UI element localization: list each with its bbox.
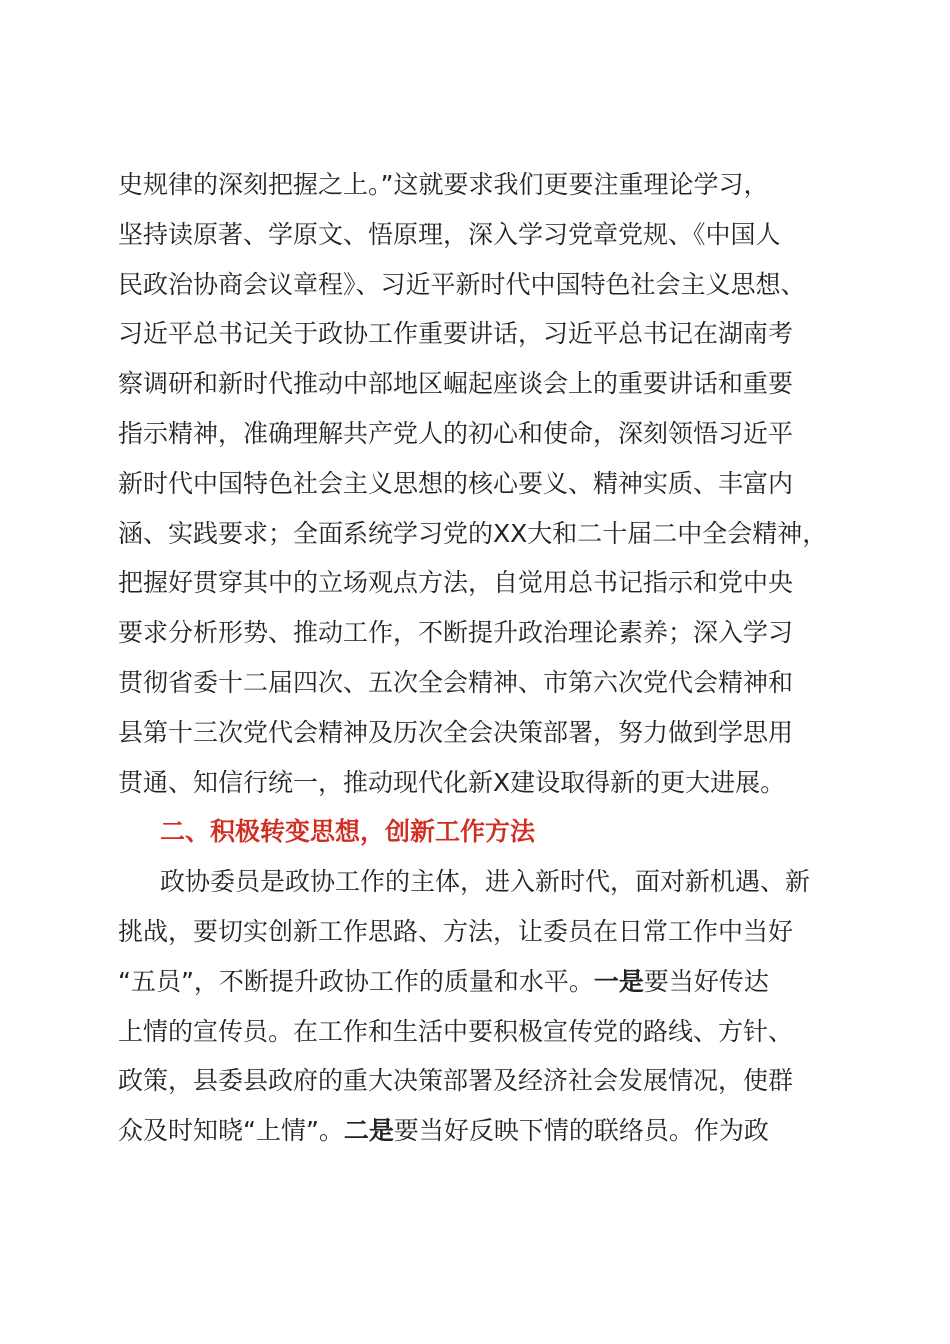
text-segment: “五员”，不断提升政协工作的质量和水平。 [118, 966, 594, 996]
section-heading: 二、积极转变思想，创新工作方法 [160, 817, 536, 847]
text-segment: 要当好反映下情的联络员。作为政 [393, 1116, 769, 1146]
bold-marker: 一是 [593, 966, 644, 996]
text-line: 涵、实践要求；全面系统学习党的XX大和二十届二中全会精神， [118, 518, 828, 548]
text-line: 新时代中国特色社会主义思想的核心要义、精神实质、丰富内 [118, 468, 794, 498]
text-line: 政协委员是政协工作的主体，进入新时代，面对新机遇、新 [160, 867, 811, 897]
text-segment: 要当好传达 [643, 966, 769, 996]
text-line: 民政治协商会议章程》、习近平新时代中国特色社会主义思想、 [118, 269, 806, 299]
text-line: 察调研和新时代推动中部地区崛起座谈会上的重要讲话和重要 [118, 369, 794, 399]
text-line: 贯彻省委十二届四次、五次全会精神、市第六次党代会精神和 [118, 667, 794, 697]
text-line: 指示精神，准确理解共产党人的初心和使命，深刻领悟习近平 [118, 418, 794, 448]
text-line: 习近平总书记关于政协工作重要讲话，习近平总书记在湖南考 [118, 319, 794, 349]
text-line: 贯通、知信行统一，推动现代化新X建设取得新的更大进展。 [118, 767, 786, 797]
text-line: 要求分析形势、推动工作，不断提升政治理论素养；深入学习 [118, 618, 794, 648]
document-body [118, 160, 838, 1156]
text-line: 上情的宣传员。在工作和生活中要积极宣传党的路线、方针、 [118, 1016, 794, 1046]
text-line: 把握好贯穿其中的立场观点方法，自觉用总书记指示和党中央 [118, 568, 794, 598]
text-line [118, 1106, 838, 1156]
text-line: 政策，县委县政府的重大决策部署及经济社会发展情况，使群 [118, 1066, 794, 1096]
bold-marker: 二是 [343, 1116, 394, 1146]
text-segment: 众及时知晓“上情”。 [118, 1116, 344, 1146]
text-line: 挑战，要切实创新工作思路、方法，让委员在日常工作中当好 [118, 916, 794, 946]
text-line: 史规律的深刻把握之上。”这就要求我们更要注重理论学习， [118, 170, 769, 199]
text-line: 县第十三次党代会精神及历次全会决策部署，努力做到学思用 [118, 717, 794, 747]
text-line: 坚持读原著、学原文、悟原理，深入学习党章党规、《中国人 [118, 219, 781, 249]
text-line [118, 957, 838, 1007]
